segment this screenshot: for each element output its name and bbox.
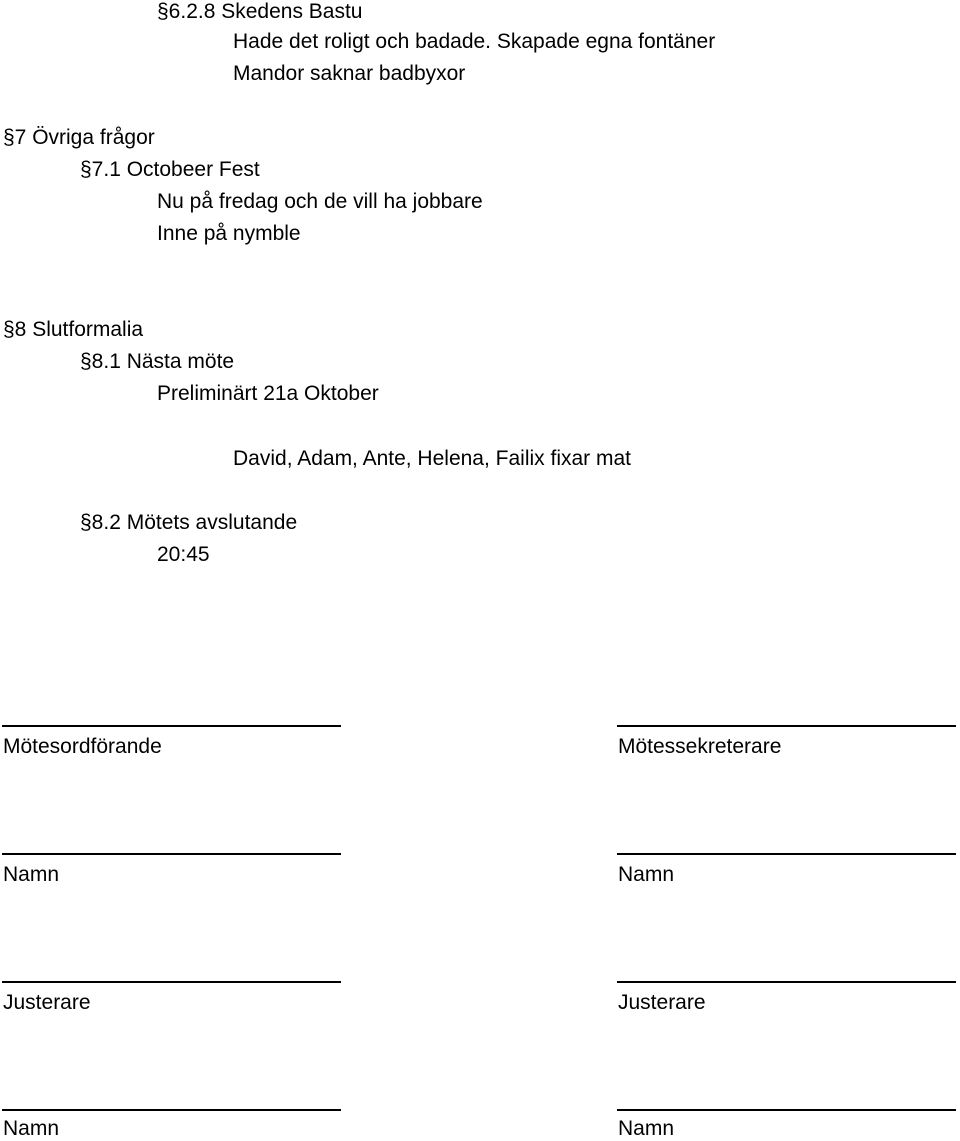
section-8-2-heading: §8.2 Mötets avslutande (80, 511, 298, 534)
section-8-1-heading: §8.1 Nästa möte (80, 350, 235, 373)
section-6-2-8-text-2: Mandor saknar badbyxor (233, 62, 466, 85)
signature-line-right-1 (617, 725, 956, 727)
section-8-1-text-1: Preliminärt 21a Oktober (157, 382, 379, 405)
signature-line-left-1 (2, 725, 341, 727)
signature-label-secretary: Mötessekreterare (618, 735, 782, 758)
signature-line-right-4 (617, 1109, 956, 1111)
section-6-2-8-text-1: Hade det roligt och badade. Skapade egna fontäner (233, 30, 716, 53)
section-8-1-text-2: David, Adam, Ante, Helena, Failix fixar mat (233, 447, 632, 470)
signature-label-name-right-2: Namn (618, 1117, 675, 1140)
section-8-heading: §8 Slutformalia (3, 318, 144, 341)
signature-label-chair: Mötesordförande (3, 735, 162, 758)
signature-label-name-left-2: Namn (3, 1117, 60, 1140)
section-8-2-text-1: 20:45 (157, 543, 210, 566)
section-7-heading: §7 Övriga frågor (3, 126, 155, 149)
section-7-1-text-1: Nu på fredag och de vill ha jobbare (157, 190, 483, 213)
section-7-1-heading: §7.1 Octobeer Fest (80, 158, 260, 181)
section-6-2-8-heading: §6.2.8 Skedens Bastu (157, 0, 363, 23)
signature-label-adjuster-left: Justerare (3, 991, 91, 1014)
signature-line-right-3 (617, 981, 956, 983)
signature-label-name-right-1: Namn (618, 863, 675, 886)
signature-label-name-left-1: Namn (3, 863, 60, 886)
signature-label-adjuster-right: Justerare (618, 991, 706, 1014)
signature-line-left-4 (2, 1109, 341, 1111)
signature-line-left-2 (2, 853, 341, 855)
signature-line-right-2 (617, 853, 956, 855)
signature-line-left-3 (2, 981, 341, 983)
section-7-1-text-2: Inne på nymble (157, 222, 301, 245)
